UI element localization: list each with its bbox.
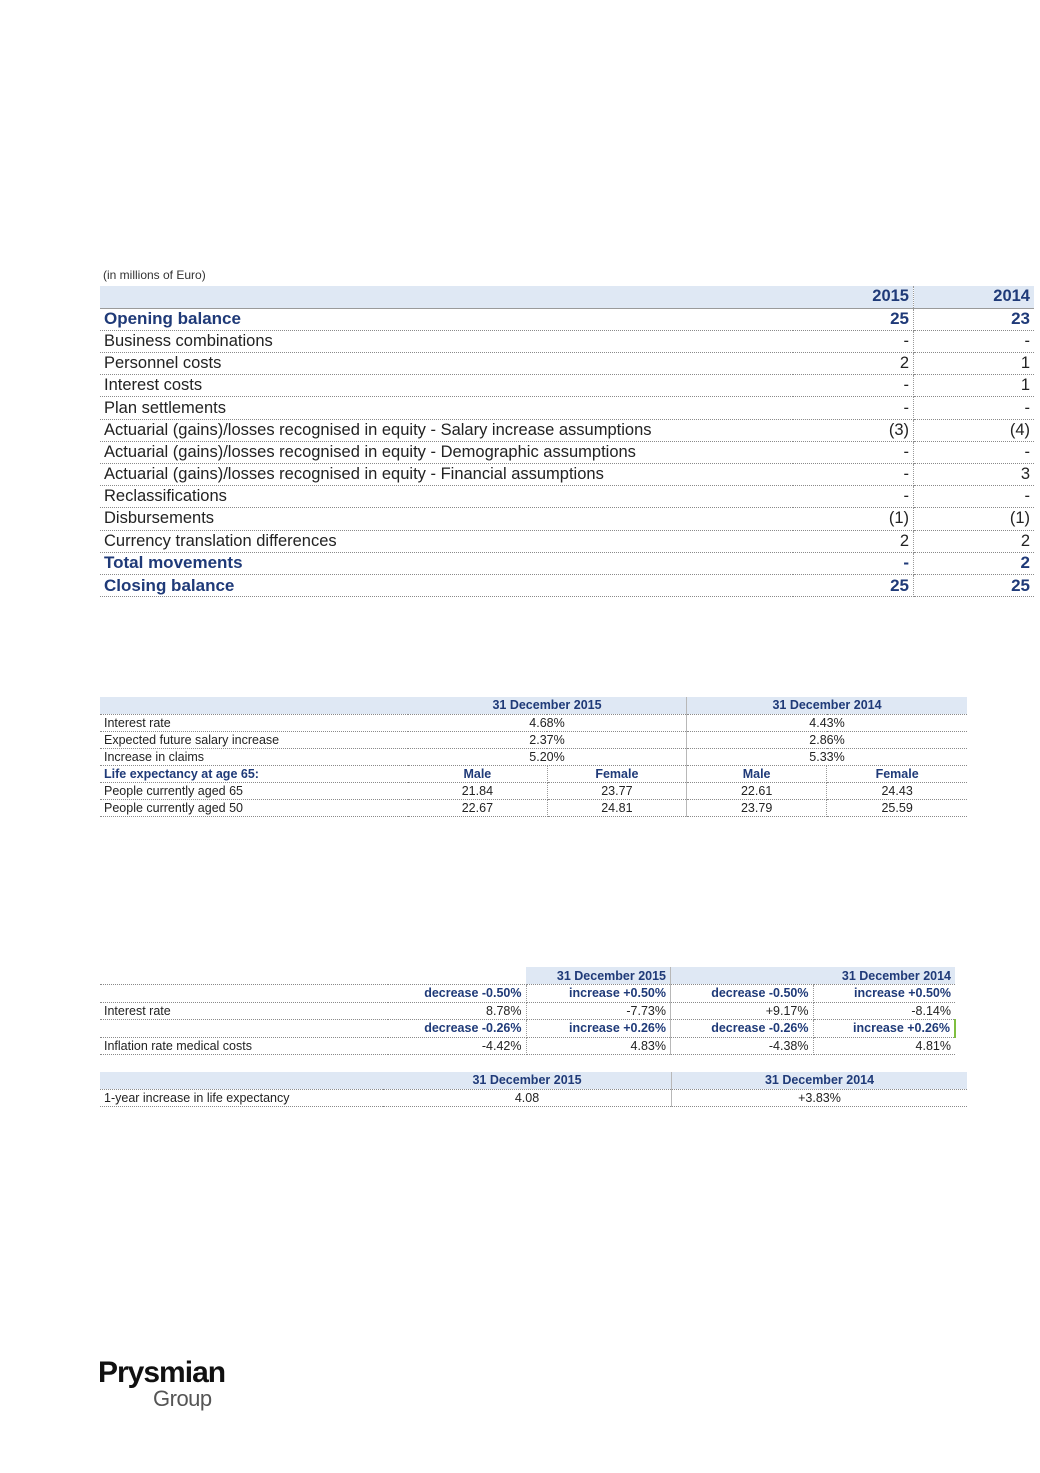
table-row [100,530,1034,552]
value-2015: 4.08 [383,1089,672,1106]
row-label: Opening balance [100,308,793,330]
decrease-2015: 8.78% [388,1002,526,1020]
table-header-row [100,1072,967,1089]
value-2015: - [793,486,914,508]
increase-2014: increase +0.26% [813,1020,955,1038]
table-row [100,552,1034,574]
increase-2014: increase +0.50% [813,985,955,1003]
table-subheader-row [100,985,955,1003]
row-label: Total movements [100,552,793,574]
table-row [100,419,1034,441]
table-row [100,574,1034,596]
female-2015: 23.77 [547,782,686,799]
female-2014: 25.59 [827,799,967,816]
increase-2015: increase +0.26% [526,1020,671,1038]
decrease-2015: decrease -0.26% [388,1020,526,1038]
row-label: Currency translation differences [100,530,793,552]
value-2014: 5.33% [687,748,968,765]
decrease-2014: +9.17% [671,1002,814,1020]
table-row [100,1037,955,1055]
table-row [100,782,967,799]
header-blank [100,1072,383,1089]
value-2014: 23 [914,308,1035,330]
header-blank [100,286,793,308]
header-dec-2014: 31 December 2014 [687,697,968,714]
header-blank [100,697,408,714]
value-2015: 2 [793,530,914,552]
male-2015: 21.84 [408,782,547,799]
table-row [100,714,967,731]
value-2014: 2 [914,552,1035,574]
row-label: Plan settlements [100,397,793,419]
value-2015: 5.20% [408,748,687,765]
row-label: Closing balance [100,574,793,596]
value-2015: - [793,464,914,486]
value-2015: 4.68% [408,714,687,731]
row-label: Actuarial (gains)/losses recognised in equity - Financial assumptions [100,464,793,486]
row-label: Actuarial (gains)/losses recognised in equity - Demographic assumptions [100,441,793,463]
female-2014: 24.43 [827,782,967,799]
table-row [100,799,967,816]
male-2014: Male [687,765,827,782]
value-2014: - [914,397,1035,419]
decrease-2015: decrease -0.50% [388,985,526,1003]
value-2014: 3 [914,464,1035,486]
value-2014: +3.83% [672,1089,968,1106]
decrease-2014: decrease -0.50% [671,985,814,1003]
table-row [100,1002,955,1020]
increase-2014: -8.14% [813,1002,955,1020]
value-2015: 25 [793,574,914,596]
header-2014: 2014 [914,286,1035,308]
table-header-row [100,967,955,985]
female-2015: 24.81 [547,799,686,816]
value-2014: - [914,441,1035,463]
table-row [100,353,1034,375]
table-subheader-row [100,1020,955,1038]
row-label: 1-year increase in life expectancy [100,1089,383,1106]
decrease-2014: decrease -0.26% [671,1020,814,1038]
defined-benefit-movements-table [100,286,1034,597]
increase-2014: 4.81% [813,1037,955,1055]
header-dec-2015: 31 December 2015 [383,1072,672,1089]
table-row [100,375,1034,397]
value-2015: 25 [793,308,914,330]
value-2014: (4) [914,419,1035,441]
table1-body [100,308,1034,596]
row-label: Business combinations [100,330,793,352]
table-row [100,330,1034,352]
header-blank [100,985,388,1003]
male-2015: 22.67 [408,799,547,816]
increase-2015: increase +0.50% [526,985,671,1003]
increase-2015: -7.73% [526,1002,671,1020]
company-logo-sub: Group [153,1386,212,1411]
header-dec-2015: 31 December 2015 [408,697,687,714]
row-label: Interest rate [100,1002,388,1020]
header-blank [100,967,388,985]
row-label: Interest rate [100,714,408,731]
header-dec-2014: 31 December 2014 [672,1072,968,1089]
value-2014: (1) [914,508,1035,530]
table1-unit: (in millions of Euro) [103,268,206,282]
decrease-2015: -4.42% [388,1037,526,1055]
company-logo: Prysmian [98,1356,226,1389]
row-label: Disbursements [100,508,793,530]
increase-2015: 4.83% [526,1037,671,1055]
male-2015: Male [408,765,547,782]
row-label: Expected future salary increase [100,731,408,748]
header-2015: 2015 [793,286,914,308]
value-2015: - [793,375,914,397]
table-row [100,765,967,782]
male-2014: 23.79 [687,799,827,816]
value-2015: (3) [793,419,914,441]
value-2015: - [793,441,914,463]
table-row [100,397,1034,419]
row-label: Interest costs [100,375,793,397]
value-2015: (1) [793,508,914,530]
row-label: Actuarial (gains)/losses recognised in equity - Salary increase assumptions [100,419,793,441]
table-row [100,748,967,765]
header-blank [388,967,526,985]
value-2015: 2 [793,353,914,375]
table-row [100,464,1034,486]
table-row [100,441,1034,463]
value-2015: - [793,552,914,574]
row-label: People currently aged 50 [100,799,408,816]
female-2014: Female [827,765,967,782]
value-2014: 1 [914,375,1035,397]
row-label: Increase in claims [100,748,408,765]
table-row [100,486,1034,508]
female-2015: Female [547,765,686,782]
value-2015: - [793,397,914,419]
header-blank [671,967,814,985]
value-2014: 4.43% [687,714,968,731]
life-expectancy-sensitivity-table [100,1072,967,1107]
male-2014: 22.61 [687,782,827,799]
value-2015: 2.37% [408,731,687,748]
sensitivity-table [100,967,956,1055]
table-row [100,308,1034,330]
table-row [100,508,1034,530]
header-dec-2014: 31 December 2014 [813,967,955,985]
value-2014: - [914,486,1035,508]
value-2014: 1 [914,353,1035,375]
row-label: People currently aged 65 [100,782,408,799]
table-row [100,731,967,748]
table-header-row [100,697,967,714]
value-2014: 2.86% [687,731,968,748]
table-row [100,1089,967,1106]
value-2015: - [793,330,914,352]
row-label: Personnel costs [100,353,793,375]
value-2014: - [914,330,1035,352]
row-label: Reclassifications [100,486,793,508]
decrease-2014: -4.38% [671,1037,814,1055]
actuarial-assumptions-table [100,697,967,817]
table-header-row [100,286,1034,308]
header-blank [100,1020,388,1038]
value-2014: 25 [914,574,1035,596]
header-dec-2015: 31 December 2015 [526,967,671,985]
row-label: Inflation rate medical costs [100,1037,388,1055]
value-2014: 2 [914,530,1035,552]
row-label: Life expectancy at age 65: [100,765,408,782]
